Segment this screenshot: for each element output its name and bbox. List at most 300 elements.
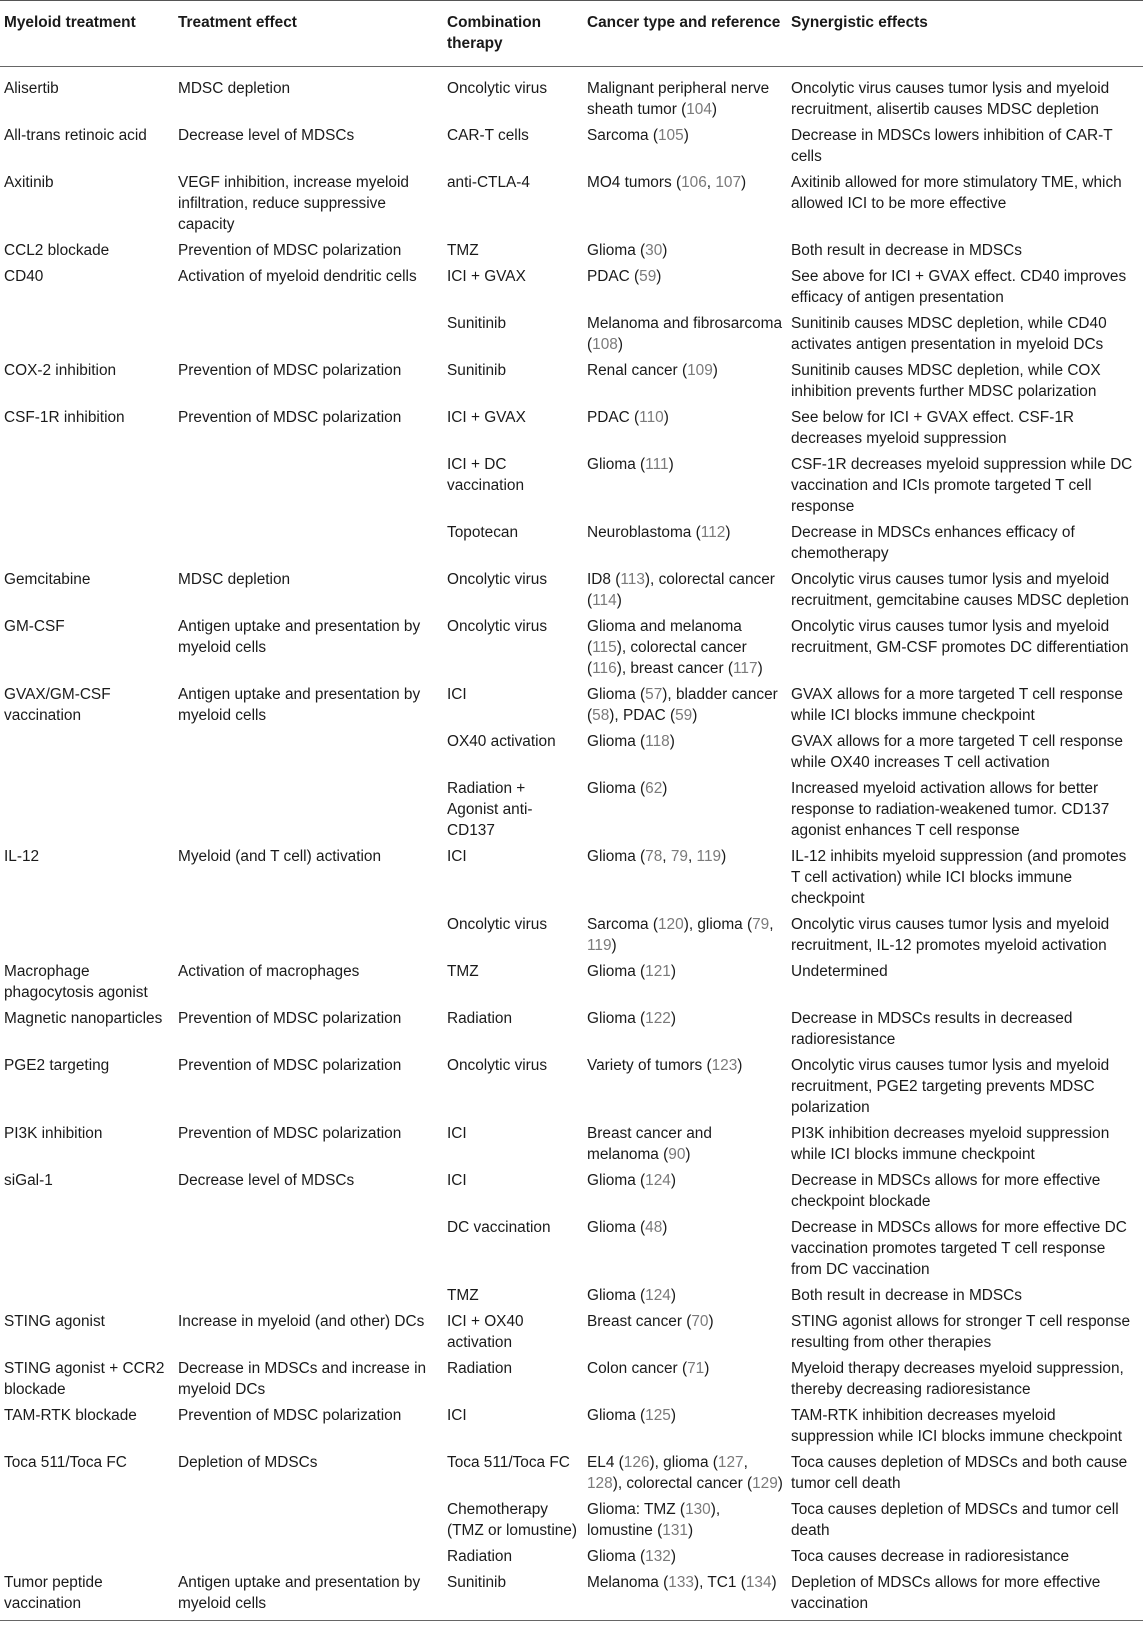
cell-myeloid-treatment	[0, 452, 174, 520]
cancer-text: Breast cancer and melanoma (	[587, 1125, 712, 1163]
reference-number: 113	[620, 571, 645, 588]
cell-combination-therapy: Oncolytic virus	[447, 916, 548, 933]
cell-myeloid-treatment	[0, 1283, 174, 1309]
table-row	[0, 1309, 1143, 1356]
cell-treatment-effect: Prevention of MDSC polarization	[178, 1057, 402, 1074]
cell-synergistic-effects: Axitinib allowed for more stimulatory TME, which allowed ICI to be more effective	[791, 174, 1122, 212]
table-row	[0, 844, 1143, 912]
cancer-text: )	[670, 1010, 676, 1027]
reference-number: 59	[675, 707, 693, 724]
cell-synergistic-effects: TAM-RTK inhibition decreases myeloid suppression while ICI blocks immune checkpoint	[791, 1407, 1123, 1445]
reference-number: 114	[592, 592, 617, 609]
cell-cancer-type-reference	[583, 1215, 787, 1283]
header-cancer-type-reference: Cancer type and reference	[583, 1, 787, 67]
cell-treatment-effect: Prevention of MDSC polarization	[178, 1125, 402, 1142]
cell-myeloid-treatment: siGal-1	[4, 1172, 53, 1189]
table-row	[0, 452, 1143, 520]
cancer-text: )	[683, 127, 689, 144]
cell-treatment-effect	[174, 776, 443, 844]
reference-number: 134	[745, 1574, 772, 1591]
table-row	[0, 959, 1143, 1006]
cell-myeloid-treatment: CCL2 blockade	[4, 242, 110, 259]
reference-number: 123	[711, 1057, 738, 1074]
cancer-text: )	[692, 707, 698, 724]
cell-synergistic-effects: STING agonist allows for stronger T cell response resulting from other therapies	[791, 1313, 1131, 1351]
reference-number: 62	[645, 780, 663, 797]
cell-cancer-type-reference	[583, 1356, 787, 1403]
reference-number: 132	[645, 1548, 671, 1565]
cancer-text: Renal cancer (	[587, 362, 688, 379]
cell-synergistic-effects: See below for ICI + GVAX effect. CSF-1R decreases myeloid suppression	[791, 409, 1074, 447]
table-row	[0, 1215, 1143, 1283]
table-row	[0, 1121, 1143, 1168]
cancer-text: Malignant peripheral nerve sheath tumor (	[587, 80, 770, 118]
reference-number: 126	[623, 1454, 650, 1471]
reference-number: 109	[687, 362, 713, 379]
cell-myeloid-treatment	[0, 776, 174, 844]
table-row	[0, 1403, 1143, 1450]
cancer-text: )	[704, 1360, 710, 1377]
table-row	[0, 1570, 1143, 1621]
cell-treatment-effect: Decrease level of MDSCs	[178, 1172, 355, 1189]
cell-treatment-effect: Antigen uptake and presentation by myeloid cells	[178, 618, 421, 656]
header-myeloid-treatment: Myeloid treatment	[0, 1, 174, 67]
header-treatment-effect: Treatment effect	[174, 1, 443, 67]
cancer-text: )	[662, 780, 668, 797]
reference-number: 115	[592, 639, 617, 656]
cell-treatment-effect	[174, 729, 443, 776]
cell-combination-therapy: Chemotherapy (TMZ or lomustine)	[447, 1501, 577, 1539]
cancer-text: )	[662, 242, 668, 259]
cell-synergistic-effects: PI3K inhibition decreases myeloid suppression while ICI blocks immune checkpoint	[791, 1125, 1110, 1163]
cancer-text: Glioma (	[587, 1407, 646, 1424]
cancer-text: )	[617, 336, 623, 353]
cell-treatment-effect: Increase in myeloid (and other) DCs	[178, 1313, 425, 1330]
cell-myeloid-treatment: CD40	[4, 268, 44, 285]
cell-myeloid-treatment: PGE2 targeting	[4, 1057, 110, 1074]
table-row	[0, 1006, 1143, 1053]
cell-synergistic-effects: Both result in decrease in MDSCs	[791, 242, 1022, 259]
cancer-text: ), glioma (	[649, 1454, 718, 1471]
reference-number: 129	[752, 1475, 778, 1492]
cell-combination-therapy: TMZ	[447, 963, 479, 980]
cell-combination-therapy: ICI + GVAX	[447, 409, 526, 426]
cell-treatment-effect: Decrease level of MDSCs	[178, 127, 355, 144]
cancer-text: Glioma (	[587, 848, 646, 865]
cell-synergistic-effects: Oncolytic virus causes tumor lysis and myeloid recruitment, IL-12 promotes myeloid activation	[791, 916, 1110, 954]
cell-cancer-type-reference	[583, 776, 787, 844]
reference-number: 48	[645, 1219, 663, 1236]
reference-number: 119	[587, 937, 612, 954]
table-row	[0, 520, 1143, 567]
cell-synergistic-effects: Toca causes depletion of MDSCs and both cause tumor cell death	[791, 1454, 1128, 1492]
cell-cancer-type-reference	[583, 1403, 787, 1450]
cell-synergistic-effects: Decrease in MDSCs allows for more effective checkpoint blockade	[791, 1172, 1101, 1210]
reference-number: 59	[639, 268, 657, 285]
cancer-text: Glioma (	[587, 1172, 646, 1189]
reference-number: 90	[668, 1146, 686, 1163]
cell-combination-therapy: CAR-T cells	[447, 127, 529, 144]
cell-cancer-type-reference	[583, 912, 787, 959]
reference-number: 112	[700, 524, 726, 541]
reference-number: 121	[645, 963, 671, 980]
cell-myeloid-treatment: STING agonist + CCR2 blockade	[4, 1360, 165, 1398]
table-row	[0, 682, 1143, 729]
cancer-text: )	[708, 1313, 714, 1330]
cell-synergistic-effects: Sunitinib causes MDSC depletion, while CD40 activates antigen presentation in myeloid DCs	[791, 315, 1107, 353]
cell-cancer-type-reference	[583, 358, 787, 405]
cell-cancer-type-reference	[583, 1544, 787, 1570]
reference-number: 58	[592, 707, 610, 724]
cell-synergistic-effects: Myeloid therapy decreases myeloid suppression, thereby decreasing radioresistance	[791, 1360, 1124, 1398]
cancer-text: )	[737, 1057, 743, 1074]
cell-synergistic-effects: Oncolytic virus causes tumor lysis and myeloid recruitment, GM-CSF promotes DC differentiation	[791, 618, 1129, 656]
cancer-text: ), PDAC (	[609, 707, 676, 724]
cell-combination-therapy: ICI	[447, 1125, 467, 1142]
cell-synergistic-effects: IL-12 inhibits myeloid suppression (and promotes T cell activation) while ICI blocks immune checkpoint	[791, 848, 1127, 907]
cancer-text: )	[685, 1146, 691, 1163]
cell-cancer-type-reference	[583, 264, 787, 311]
cell-synergistic-effects: Both result in decrease in MDSCs	[791, 1287, 1022, 1304]
cell-cancer-type-reference	[583, 614, 787, 682]
cell-treatment-effect: Activation of macrophages	[178, 963, 360, 980]
cancer-text: Glioma (	[587, 1219, 646, 1236]
reference-number: 125	[645, 1407, 671, 1424]
cell-myeloid-treatment: GVAX/GM-CSF vaccination	[4, 686, 111, 724]
table-row	[0, 264, 1143, 311]
table-row	[0, 311, 1143, 358]
cancer-text: ,	[769, 916, 774, 933]
table-row	[0, 1283, 1143, 1309]
cancer-text: )	[741, 174, 747, 191]
cell-myeloid-treatment	[0, 729, 174, 776]
cell-synergistic-effects: Oncolytic virus causes tumor lysis and myeloid recruitment, alisertib causes MDSC depletion	[791, 80, 1110, 118]
cancer-text: )	[611, 937, 617, 954]
cell-combination-therapy: ICI	[447, 686, 467, 703]
cell-combination-therapy: Sunitinib	[443, 1570, 583, 1621]
cancer-text: ,	[662, 848, 671, 865]
cell-combination-therapy: OX40 activation	[447, 733, 556, 750]
table-body	[0, 67, 1143, 1621]
reference-number: 78	[645, 848, 663, 865]
cell-cancer-type-reference	[583, 959, 787, 1006]
cancer-text: Neuroblastoma (	[587, 524, 701, 541]
cell-combination-therapy: DC vaccination	[447, 1219, 551, 1236]
cancer-text: )	[669, 733, 675, 750]
reference-number: 57	[645, 686, 663, 703]
cell-cancer-type-reference	[583, 238, 787, 264]
reference-number: 120	[658, 916, 684, 933]
cancer-text: Glioma: TMZ (	[587, 1501, 686, 1518]
cell-cancer-type-reference	[583, 405, 787, 452]
reference-number: 118	[645, 733, 670, 750]
table-row	[0, 238, 1143, 264]
table-row	[0, 912, 1143, 959]
cancer-text: Glioma (	[587, 733, 646, 750]
reference-number: 108	[592, 336, 618, 353]
cancer-text: )	[757, 660, 763, 677]
cancer-text: EL4 (	[587, 1454, 624, 1471]
cell-combination-therapy: Radiation + Agonist anti-CD137	[447, 780, 533, 839]
cell-cancer-type-reference	[583, 123, 787, 170]
cell-combination-therapy: Radiation	[447, 1010, 513, 1027]
cancer-text: )	[670, 963, 676, 980]
cell-synergistic-effects: Oncolytic virus causes tumor lysis and myeloid recruitment, PGE2 targeting prevents MDSC polarization	[791, 1057, 1110, 1116]
cell-myeloid-treatment	[0, 912, 174, 959]
cell-treatment-effect	[174, 311, 443, 358]
cell-cancer-type-reference	[583, 682, 787, 729]
cancer-text: )	[711, 101, 718, 118]
cell-myeloid-treatment	[0, 1497, 174, 1544]
cell-combination-therapy: ICI + OX40 activation	[447, 1313, 524, 1351]
cancer-text: ), lomustine (	[587, 1501, 721, 1539]
cancer-text: Sarcoma (	[587, 916, 658, 933]
cell-myeloid-treatment: PI3K inhibition	[4, 1125, 103, 1142]
cell-synergistic-effects: Depletion of MDSCs allows for more effective vaccination	[787, 1570, 1143, 1621]
cell-treatment-effect: Prevention of MDSC polarization	[178, 1010, 402, 1027]
cell-myeloid-treatment: Axitinib	[4, 174, 54, 191]
cell-myeloid-treatment	[0, 520, 174, 567]
cell-cancer-type-reference	[583, 311, 787, 358]
cell-combination-therapy: ICI	[447, 1172, 467, 1189]
cancer-text: Glioma (	[587, 780, 646, 797]
cancer-text: ), colorectal cancer (	[587, 639, 747, 677]
cancer-text: )	[771, 1574, 777, 1591]
cancer-text: ,	[687, 848, 697, 865]
cancer-text: ), bladder cancer (	[587, 686, 778, 724]
cancer-text: ,	[743, 1454, 748, 1471]
cancer-text: )	[670, 1548, 676, 1565]
cell-treatment-effect: Antigen uptake and presentation by myeloid cells	[178, 686, 421, 724]
cancer-text: ), colorectal cancer (	[587, 571, 775, 609]
reference-number: 104	[686, 101, 712, 118]
cell-myeloid-treatment: Macrophage phagocytosis agonist	[4, 963, 148, 1001]
cell-cancer-type-reference	[583, 1168, 787, 1215]
cell-treatment-effect: Antigen uptake and presentation by myeloid cells	[174, 1570, 443, 1621]
cancer-text: Glioma (	[587, 242, 646, 259]
cell-treatment-effect	[174, 452, 443, 520]
cell-treatment-effect	[174, 520, 443, 567]
cancer-text: )	[721, 848, 727, 865]
cancer-text: Colon cancer (	[587, 1360, 688, 1377]
cancer-text: )	[687, 1522, 694, 1539]
cell-myeloid-treatment: Tumor peptide vaccination	[0, 1570, 174, 1621]
cell-combination-therapy: ICI + DC vaccination	[447, 456, 524, 494]
cell-myeloid-treatment: CSF-1R inhibition	[4, 409, 125, 426]
cell-myeloid-treatment: GM-CSF	[4, 618, 65, 635]
cancer-text: ), colorectal cancer (	[612, 1475, 753, 1492]
table-row	[0, 776, 1143, 844]
cancer-text: ), TC1 (	[693, 1574, 746, 1591]
cancer-text: Glioma (	[587, 686, 646, 703]
cell-treatment-effect	[174, 1544, 443, 1570]
table-row	[0, 567, 1143, 614]
cancer-text: ID8 (	[587, 571, 621, 588]
cancer-text: Glioma and melanoma (	[587, 618, 742, 656]
cell-treatment-effect	[174, 1283, 443, 1309]
cell-cancer-type-reference	[583, 1309, 787, 1356]
cell-myeloid-treatment	[0, 1215, 174, 1283]
cancer-text: Glioma (	[587, 1287, 646, 1304]
table-header	[0, 1, 1143, 67]
cancer-text: Variety of tumors (	[587, 1057, 712, 1074]
cell-treatment-effect: MDSC depletion	[178, 571, 291, 588]
cell-treatment-effect: Myeloid (and T cell) activation	[178, 848, 382, 865]
cancer-text: Glioma (	[587, 963, 646, 980]
cancer-text: )	[662, 1219, 668, 1236]
cell-synergistic-effects: Oncolytic virus causes tumor lysis and myeloid recruitment, gemcitabine causes MDSC depletion	[791, 571, 1129, 609]
cell-cancer-type-reference	[583, 452, 787, 520]
cell-myeloid-treatment: STING agonist	[4, 1313, 105, 1330]
cell-treatment-effect: Depletion of MDSCs	[178, 1454, 318, 1471]
cell-cancer-type-reference	[583, 1121, 787, 1168]
cell-myeloid-treatment: Gemcitabine	[4, 571, 91, 588]
table-row	[0, 1053, 1143, 1121]
cell-cancer-type-reference	[583, 1497, 787, 1544]
cell-combination-therapy: Sunitinib	[447, 362, 507, 379]
cell-cancer-type-reference	[583, 1283, 787, 1309]
cancer-text: Melanoma and fibrosarcoma (	[587, 315, 783, 353]
cell-cancer-type-reference	[583, 729, 787, 776]
cell-combination-therapy: Radiation	[447, 1548, 513, 1565]
cell-cancer-type-reference	[583, 1450, 787, 1497]
cell-combination-therapy: Radiation	[447, 1360, 513, 1377]
cell-myeloid-treatment: COX-2 inhibition	[4, 362, 117, 379]
table-row	[0, 1544, 1143, 1570]
cell-cancer-type-reference	[583, 170, 787, 238]
cell-cancer-type-reference	[583, 1053, 787, 1121]
cell-treatment-effect	[174, 1497, 443, 1544]
reference-number: 128	[587, 1475, 613, 1492]
reference-number: 106	[681, 174, 707, 191]
cancer-text: )	[670, 1407, 676, 1424]
table-row	[0, 1168, 1143, 1215]
cell-synergistic-effects: Increased myeloid activation allows for better response to radiation-weakened tumor. CD137 agonist enhances T cell response	[791, 780, 1110, 839]
cell-treatment-effect: Decrease in MDSCs and increase in myeloid DCs	[178, 1360, 427, 1398]
cancer-text: )	[712, 362, 718, 379]
cell-treatment-effect	[174, 1215, 443, 1283]
cell-cancer-type-reference	[583, 844, 787, 912]
cancer-text: ), glioma (	[683, 916, 753, 933]
cancer-text: )	[656, 268, 662, 285]
reference-number: 111	[645, 456, 669, 473]
cell-myeloid-treatment: Magnetic nanoparticles	[4, 1010, 163, 1027]
reference-number: 124	[645, 1287, 671, 1304]
cancer-text: Glioma (	[587, 1548, 646, 1565]
cell-combination-therapy: anti-CTLA-4	[447, 174, 530, 191]
cell-treatment-effect: Prevention of MDSC polarization	[178, 362, 402, 379]
cell-synergistic-effects: Decrease in MDSCs enhances efficacy of chemotherapy	[791, 524, 1075, 562]
cell-myeloid-treatment: Alisertib	[4, 80, 59, 97]
cell-combination-therapy: Sunitinib	[447, 315, 507, 332]
reference-number: 127	[717, 1454, 744, 1471]
cell-cancer-type-reference	[583, 1006, 787, 1053]
cell-cancer-type-reference	[583, 1570, 787, 1621]
reference-number: 70	[691, 1313, 709, 1330]
cell-myeloid-treatment	[0, 1544, 174, 1570]
cell-synergistic-effects: GVAX allows for a more targeted T cell response while OX40 increases T cell activation	[791, 733, 1123, 771]
cell-combination-therapy: ICI	[447, 1407, 467, 1424]
cell-combination-therapy: Oncolytic virus	[447, 571, 548, 588]
table-row	[0, 67, 1143, 124]
cell-treatment-effect: Activation of myeloid dendritic cells	[178, 268, 417, 285]
reference-number: 105	[658, 127, 684, 144]
reference-number: 130	[685, 1501, 711, 1518]
table-row	[0, 1450, 1143, 1497]
cancer-text: MO4 tumors (	[587, 174, 682, 191]
header-combination-therapy: Combination therapy	[443, 1, 583, 67]
reference-number: 30	[645, 242, 663, 259]
cancer-text: )	[670, 1287, 676, 1304]
cell-treatment-effect: Prevention of MDSC polarization	[178, 409, 402, 426]
cancer-text: )	[668, 456, 674, 473]
cancer-text: ,	[706, 174, 716, 191]
cell-combination-therapy: Oncolytic virus	[447, 80, 548, 97]
table-row	[0, 614, 1143, 682]
cancer-text: ), breast cancer (	[616, 660, 734, 677]
cell-combination-therapy: Topotecan	[447, 524, 519, 541]
reference-number: 71	[687, 1360, 705, 1377]
cell-myeloid-treatment: TAM-RTK blockade	[4, 1407, 137, 1424]
reference-number: 79	[752, 916, 770, 933]
cancer-text: Breast cancer (	[587, 1313, 692, 1330]
reference-number: 122	[645, 1010, 671, 1027]
table-row	[0, 170, 1143, 238]
reference-number: 110	[639, 409, 664, 426]
cell-synergistic-effects: Decrease in MDSCs allows for more effective DC vaccination promotes targeted T cell response from DC vaccination	[791, 1219, 1127, 1278]
reference-number: 133	[668, 1574, 694, 1591]
cancer-text: )	[777, 1475, 783, 1492]
cell-cancer-type-reference	[583, 67, 787, 124]
cancer-text: Sarcoma (	[587, 127, 658, 144]
cell-synergistic-effects: Sunitinib causes MDSC depletion, while COX inhibition prevents further MDSC polarization	[791, 362, 1101, 400]
reference-number: 117	[733, 660, 758, 677]
cell-treatment-effect: MDSC depletion	[178, 80, 291, 97]
cell-treatment-effect: VEGF inhibition, increase myeloid infiltration, reduce suppressive capacity	[178, 174, 409, 233]
cell-combination-therapy: ICI + GVAX	[447, 268, 526, 285]
cancer-text: )	[616, 592, 622, 609]
table-row	[0, 405, 1143, 452]
cell-combination-therapy: TMZ	[447, 1287, 479, 1304]
cell-cancer-type-reference	[583, 567, 787, 614]
cancer-text: Melanoma (	[587, 1574, 669, 1591]
cancer-text: )	[670, 1172, 676, 1189]
cell-synergistic-effects: Decrease in MDSCs lowers inhibition of CAR-T cells	[791, 127, 1113, 165]
table-row	[0, 1356, 1143, 1403]
cell-combination-therapy: Oncolytic virus	[447, 618, 548, 635]
reference-number: 107	[715, 174, 742, 191]
cell-synergistic-effects: CSF-1R decreases myeloid suppression while DC vaccination and ICIs promote targeted T cell response	[791, 456, 1133, 515]
cell-treatment-effect: Prevention of MDSC polarization	[178, 242, 402, 259]
header-synergistic-effects: Synergistic effects	[787, 1, 1143, 67]
cancer-text: Glioma (	[587, 1010, 646, 1027]
table-row	[0, 123, 1143, 170]
cell-combination-therapy: Toca 511/Toca FC	[447, 1454, 570, 1471]
cell-synergistic-effects: Toca causes depletion of MDSCs and tumor cell death	[791, 1501, 1119, 1539]
cell-synergistic-effects: Decrease in MDSCs results in decreased radioresistance	[791, 1010, 1073, 1048]
cell-combination-therapy: ICI	[447, 848, 467, 865]
cell-myeloid-treatment: IL-12	[4, 848, 40, 865]
cancer-text: )	[663, 409, 669, 426]
cell-synergistic-effects: Undetermined	[791, 963, 888, 980]
cell-myeloid-treatment	[0, 311, 174, 358]
cell-synergistic-effects: GVAX allows for a more targeted T cell response while ICI blocks immune checkpoint	[791, 686, 1123, 724]
table-row	[0, 729, 1143, 776]
reference-number: 119	[696, 848, 722, 865]
reference-number: 124	[645, 1172, 671, 1189]
cell-myeloid-treatment: Toca 511/Toca FC	[4, 1454, 127, 1471]
cell-myeloid-treatment: All-trans retinoic acid	[4, 127, 147, 144]
